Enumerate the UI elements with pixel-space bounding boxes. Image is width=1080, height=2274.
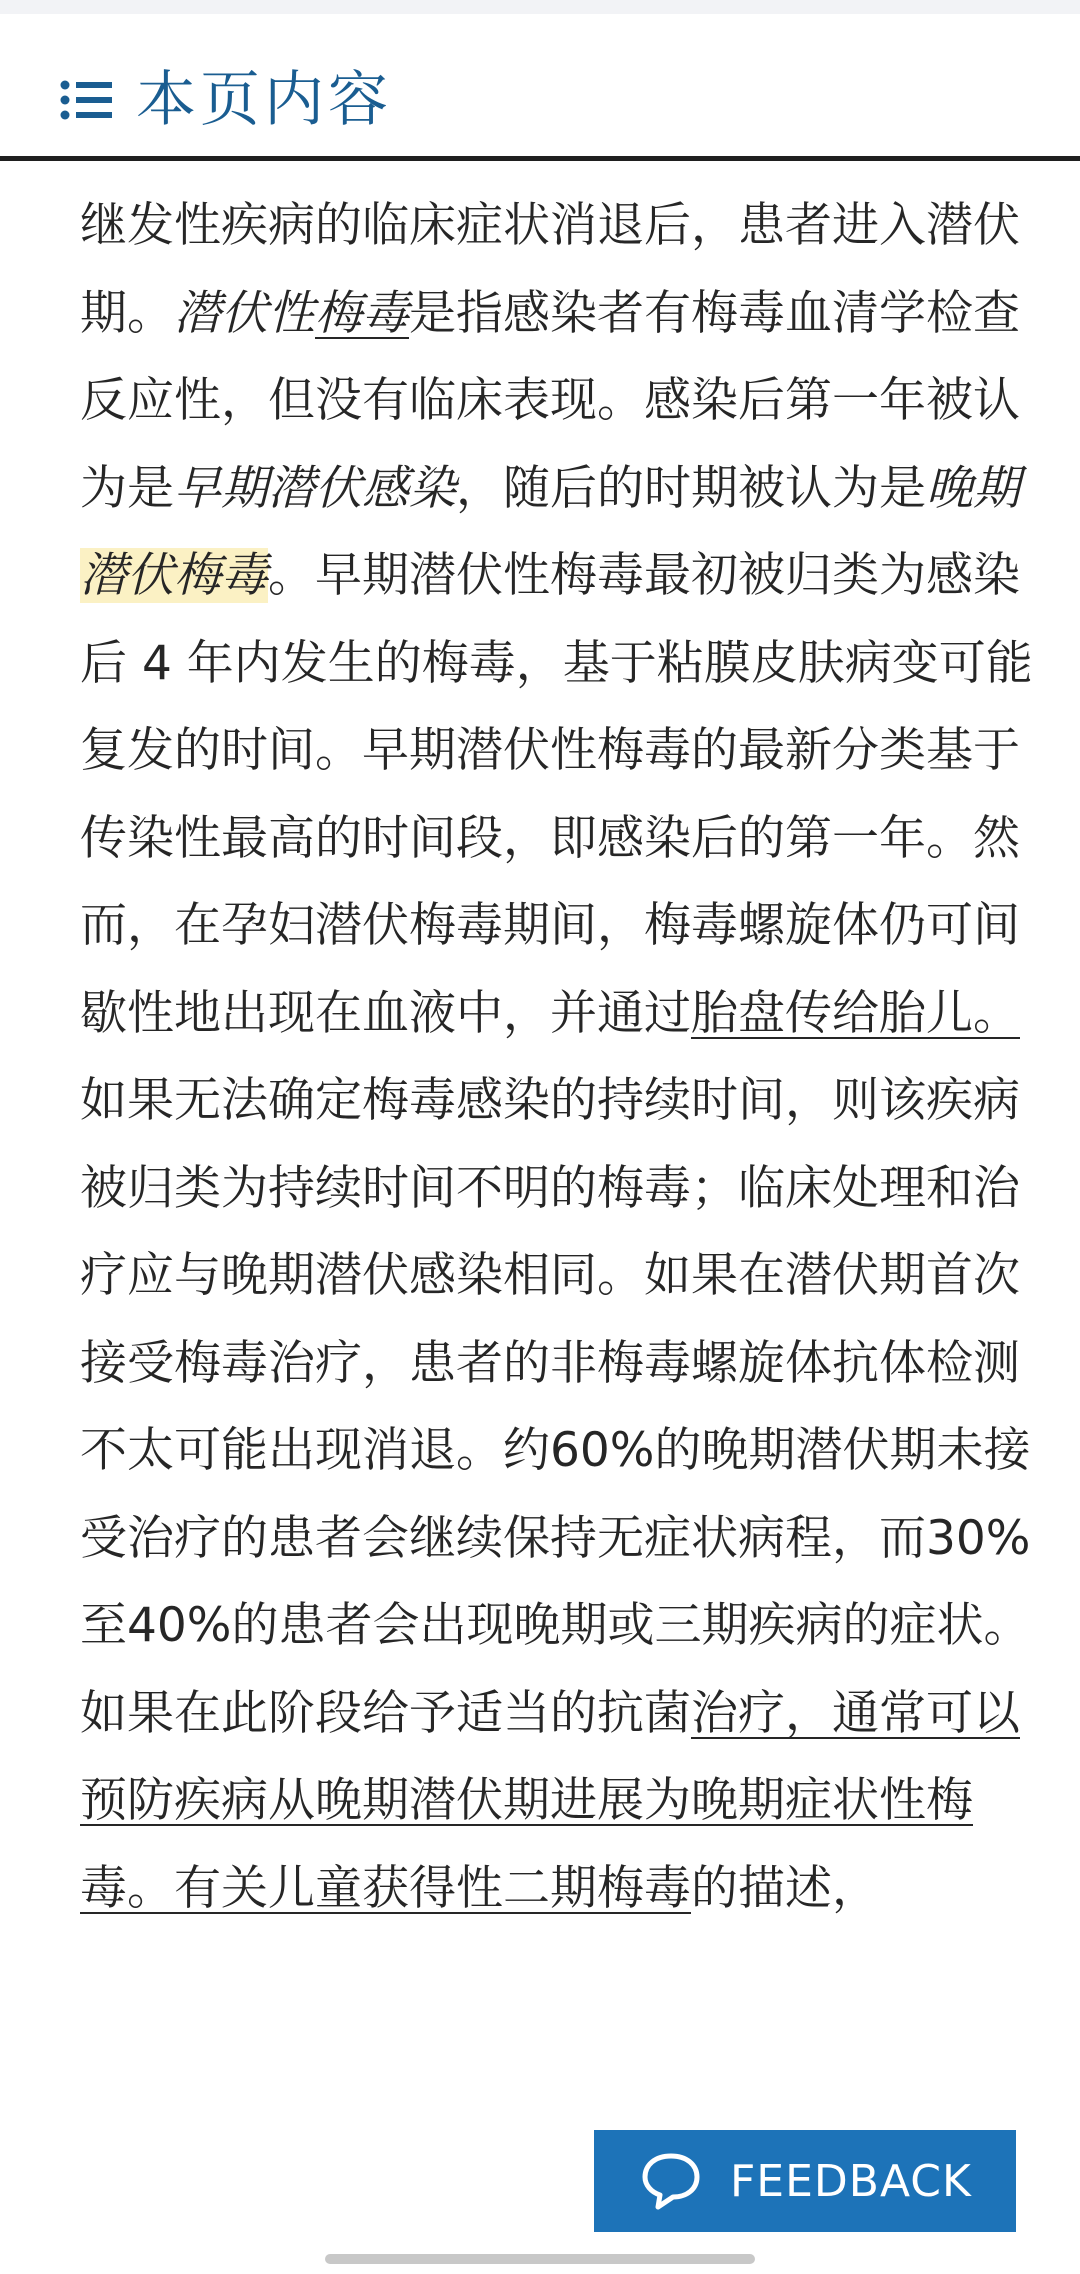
paragraph-unknown-duration	[80, 1057, 1040, 1932]
toc-title[interactable]: 本页内容	[136, 65, 392, 135]
status-strip	[0, 0, 1080, 14]
highlight-latent-syphilis: 潜伏梅毒	[80, 548, 268, 603]
article-body	[80, 182, 1040, 1932]
list-icon[interactable]	[60, 80, 112, 120]
text-run: 的描述，	[691, 1860, 879, 1916]
emphasis-late: 晚期	[926, 460, 1020, 516]
text-run: 继发性疾病的临床症状消退后，患者进入潜伏期。	[80, 198, 1020, 341]
text-run: 是指感染者有梅毒血清学检查反应性，但没有临床表现。感染后第一年被认为是	[80, 285, 1020, 516]
emphasis-latent: 潜伏性	[174, 285, 315, 341]
feedback-button[interactable]	[594, 2130, 1016, 2232]
emphasis-early-latent: 早期潜伏感染	[174, 460, 456, 516]
feedback-label: FEEDBACK	[730, 2155, 972, 2207]
link-treatment[interactable]: 治疗，通常可以预防疾病从晚期潜伏期进展为晚期症状性梅毒。有关儿童获得性二期梅毒	[80, 1685, 1020, 1916]
chat-bubble-icon	[640, 2150, 702, 2212]
text-run: 。早期潜伏性梅毒最初被归类为感染后 4 年内发生的梅毒，基于粘膜皮肤病变可能复发的时间。早期潜伏性梅毒的最新分类基于传染性最高的时间段，即感染后的第一年。然而，在孕妇潜伏梅毒期间，梅毒螺旋体仍可间歇性地出现在血液中，并通过	[80, 548, 1033, 1041]
paragraph-latent-stage	[80, 182, 1040, 1057]
home-indicator[interactable]	[325, 2254, 755, 2264]
link-placenta[interactable]: 胎盘传给胎儿。	[691, 985, 1020, 1041]
text-run: ，随后的时期被认为是	[456, 460, 926, 516]
text-run: 如果无法确定梅毒感染的持续时间，则该疾病被归类为持续时间不明的梅毒；临床处理和治疗应与晚期潜伏感染相同。如果在潜伏期首次接受梅毒治疗，患者的非梅毒螺旋体抗体检测不太可能出现消退。约60%的晚期潜伏期未接受治疗的患者会继续保持无症状病程，而30%至40%的患者会出现晚期或三期疾病的症状。如果在此阶段给予适当的抗菌	[80, 1073, 1031, 1741]
link-syphilis[interactable]: 梅毒	[315, 285, 409, 341]
toc-header[interactable]	[0, 14, 1080, 161]
